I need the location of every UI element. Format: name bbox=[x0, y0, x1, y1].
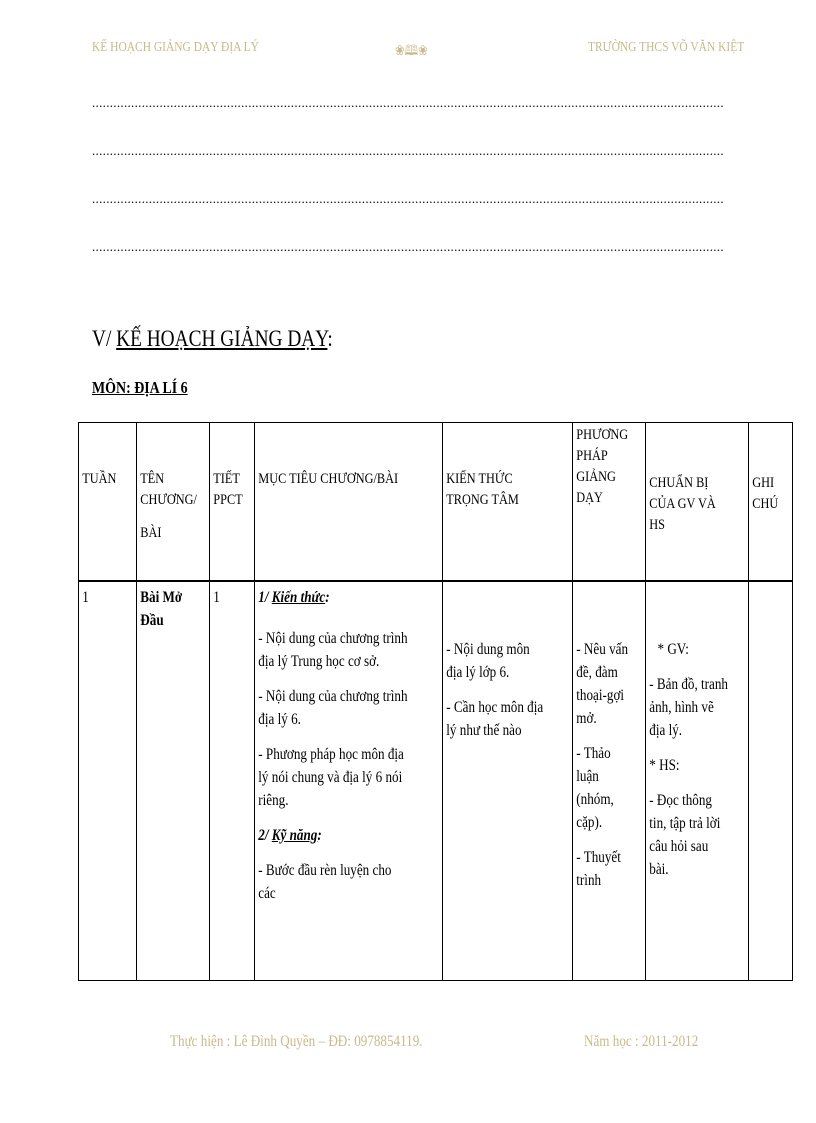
method-item: - Thảo luận (nhóm, cặp). bbox=[576, 745, 614, 831]
objective-item: - Nội dung của chương trình địa lý 6. bbox=[258, 688, 408, 728]
header-chapter-l2: CHƯƠNG/ bbox=[140, 492, 197, 508]
objective-item: - Phương pháp học môn địa lý nói chung và địa lý 6 nói riêng. bbox=[258, 746, 404, 809]
section-title-text: KẾ HOẠCH GIẢNG DẠY bbox=[116, 326, 328, 351]
objectives-heading-knowledge: 1/ Kiến thức: bbox=[258, 589, 330, 606]
cell-objectives bbox=[255, 581, 443, 981]
header-period-l1: TIẾT bbox=[213, 471, 240, 487]
prep-item: - Đọc thông tin, tập trả lời câu hỏi sau bài. bbox=[649, 792, 721, 878]
header-period bbox=[210, 423, 255, 582]
cell-method bbox=[573, 581, 646, 981]
dotted-line-4: .................................................................................................................................................................................. bbox=[92, 242, 724, 252]
knowledge-item: - Cần học môn địa lý như thế nào bbox=[446, 699, 544, 739]
method-item: - Nêu vấn đề, đàm thoại-gợi mở. bbox=[576, 641, 629, 727]
header-knowledge-l2: TRỌNG TÂM bbox=[446, 492, 519, 508]
dotted-line-2: .................................................................................................................................................................................. bbox=[92, 146, 724, 156]
header-ornament: ❀🕮❀ bbox=[395, 44, 428, 59]
header-method-l2: PHÁP bbox=[576, 448, 608, 464]
knowledge-item: - Nội dung môn địa lý lớp 6. bbox=[446, 641, 530, 681]
period-value: 1 bbox=[213, 589, 220, 606]
header-knowledge bbox=[443, 423, 573, 582]
header-week bbox=[79, 423, 137, 582]
cell-prep bbox=[646, 581, 749, 981]
header-objectives-text: MỤC TIÊU CHƯƠNG/BÀI bbox=[258, 471, 399, 487]
table-header-row bbox=[79, 423, 793, 582]
objective-item: - Nội dung của chương trình địa lý Trung học cơ sở. bbox=[258, 630, 408, 670]
section-prefix: V/ bbox=[92, 326, 117, 351]
prep-item: - Bản đồ, tranh ảnh, hình vẽ địa lý. bbox=[649, 676, 728, 739]
header-objectives bbox=[255, 423, 443, 582]
header-prep-l1: CHUẨN BỊ bbox=[649, 475, 709, 491]
footer-school-year: Năm học : 2011-2012 bbox=[584, 1033, 699, 1050]
header-left: KẾ HOẠCH GIẢNG DẠY ĐỊA LÝ bbox=[92, 40, 259, 55]
header-prep-l2: CỦA GV VÀ HS bbox=[649, 496, 716, 533]
prep-item: * GV: bbox=[657, 641, 689, 658]
cell-note bbox=[749, 581, 793, 981]
cell-period bbox=[210, 581, 255, 981]
header-knowledge-l1: KIẾN THỨC bbox=[446, 471, 513, 487]
header-prep bbox=[646, 423, 749, 582]
week-value: 1 bbox=[82, 589, 89, 606]
header-method-l3: GIẢNG bbox=[576, 469, 616, 485]
cell-week bbox=[79, 581, 137, 981]
header-method-l1: PHƯƠNG bbox=[576, 427, 629, 443]
header-chapter-l1: TÊN bbox=[140, 471, 165, 487]
dotted-line-1: .................................................................................................................................................................................. bbox=[92, 98, 724, 108]
header-method-l4: DẠY bbox=[576, 490, 603, 506]
header-period-l2: PPCT bbox=[213, 492, 243, 508]
header-note bbox=[749, 423, 793, 582]
header-method bbox=[573, 423, 646, 582]
table-row bbox=[79, 581, 793, 981]
method-item: - Thuyết trình bbox=[576, 849, 621, 889]
chapter-value: Bài Mở Đầu bbox=[140, 589, 183, 629]
footer-author: Thực hiện : Lê Đình Quyền – ĐĐ: 0978854119. bbox=[170, 1033, 423, 1050]
cell-chapter bbox=[137, 581, 210, 981]
header-note-l1: GHI bbox=[752, 475, 775, 491]
objectives-heading-skills: 2/ Kỹ năng: bbox=[258, 827, 322, 844]
prep-item: * HS: bbox=[649, 757, 680, 774]
section-title bbox=[92, 326, 333, 352]
header-chapter-l3: BÀI bbox=[140, 525, 162, 541]
section-suffix: : bbox=[327, 326, 333, 351]
header-right: TRƯỜNG THCS VÕ VĂN KIỆT bbox=[588, 40, 745, 55]
lesson-plan-table bbox=[78, 422, 793, 981]
header-chapter bbox=[137, 423, 210, 582]
cell-knowledge bbox=[443, 581, 573, 981]
header-note-l2: CHÚ bbox=[752, 496, 779, 512]
header-week-text: TUẦN bbox=[82, 471, 117, 487]
subject-heading: MÔN: ĐỊA LÍ 6 bbox=[92, 378, 188, 397]
objective-item: - Bước đầu rèn luyện cho các bbox=[258, 862, 392, 902]
dotted-line-3: .................................................................................................................................................................................. bbox=[92, 194, 724, 204]
